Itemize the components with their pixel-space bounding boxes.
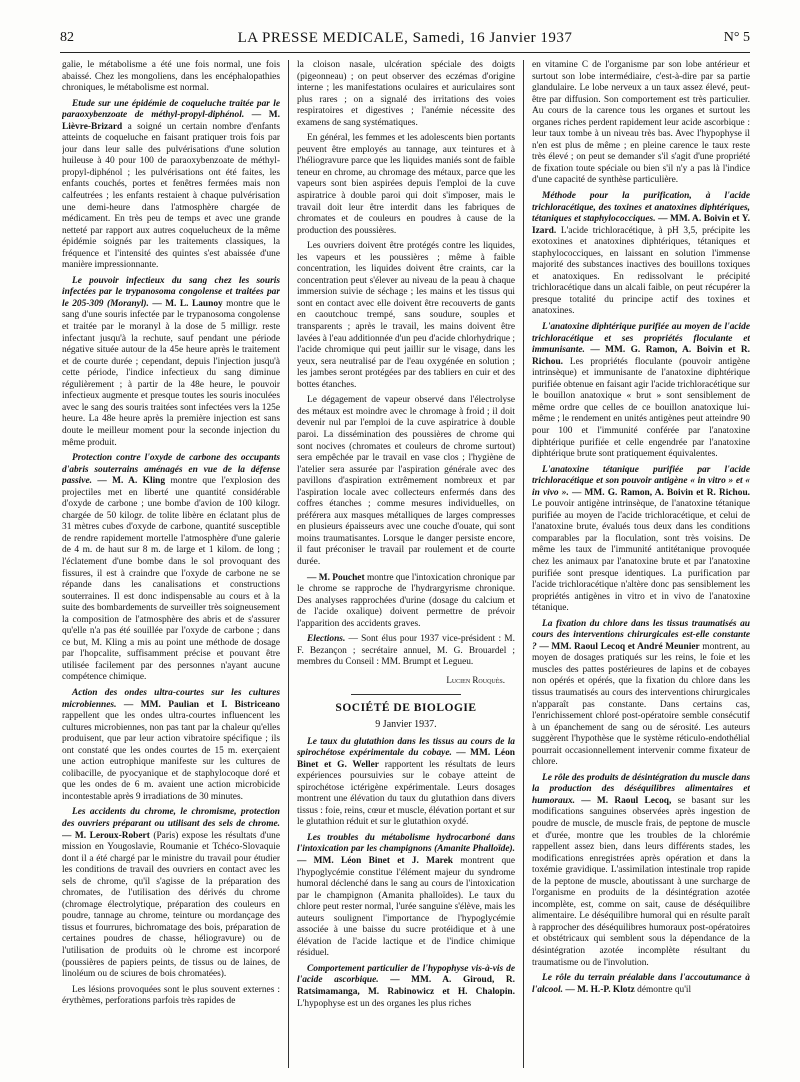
article-author: — M. Pouchet [307,572,365,583]
article-author: — M. A. Kling [91,476,166,487]
article-title: Protection contre l'oxyde de carbone des occupants d'abris souterrains aménagés en vue de la défense passive. [62,453,280,487]
article-accidents-chrome [62,807,280,980]
article-etude-coqueluche [62,99,280,272]
article-author: — M. Lièvre-Brizard [62,110,280,132]
article-pouvoir-infectieux [62,276,280,449]
article-title: Les troubles du métabolisme hydrocarboné dans l'intoxication par les champignons (Amanite Phalloïde). [297,832,515,855]
article-fixation-chlore [532,619,750,769]
article-anatoxine-diphterique [532,322,750,461]
article-author: — M. Leroux-Robert [62,830,150,841]
paragraph: Les lésions provoquées sont le plus souvent externes : érythèmes, perforations parfois très rapides de [62,984,280,1007]
article-text: Les propriétés floculante (pouvoir antigène intrinsèque) et immunisante de l'anatoxine diphtérique purifiée obtenue en faisant agir l'acide trichloracétique sur le bouillon anatoxique « brut » sont sensiblement de même ordre que celles de ce bouillon anatoxique lui-même ; le rendement en unités antigènes peut atteindre 90 pour 100 et l'immunité conférée par l'anatoxine diphtérique purifiée et celle engendrée par l'anatoxine diphtérique brute sont pratiquement équivalentes. [532,356,750,460]
article-text: a soigné un certain nombre d'enfants atteints de coqueluche en faisant pratiquer trois fois par jour dans leur salle des pulvérisations d'une solution huileuse à 40 pour 100 de paraoxybenzoate de méthyl-propyl-diphénol ; les pulvérisations ont été faites, les enfants couchés, portes et fenêtres fermées mais non calfeutrées ; les enfants restaient à chaque pulvérisation une demi-heure dans l'atmosphère chargée de médicament. En très peu de temps et avec une grande netteté par rapport aux autres coquelucheux de la même épidémie soignés par les traitements classiques, la fréquence et l'intensité des quintes s'est abaissée d'une manière impressionnante. [62,121,280,271]
page-number: 82 [60,30,74,45]
article-accoutumance-alcool [532,973,750,996]
article-text: L'hypophyse est un des organes les plus riches [297,998,472,1009]
article-title: Action des ondes ultra-courtes sur les cultures microbiennes. [62,687,280,710]
article-title: L'anatoxine tétanique purifiée par l'acide trichloracétique et son pouvoir antigène « in vitro » et « in vivo ». [532,464,750,498]
elections-paragraph [297,634,515,669]
paragraph: Les ouvriers doivent être protégés contre les liquides, les vapeurs et les poussières ; même à faible concentration, les liquides doivent être craints, car la concentration peut s'élever au niveau de la peau à chaque immersion suivie de séchage ; les mains et les tissus qui sont en contact avec elle doivent être recouverts de gants en caoutchouc trempé, sans soudure, souples et transparents ; après le travail, les mains doivent être lavées à l'eau additionnée d'un peu d'acide chlorhydrique ; l'acide chromique qui peut jaillir sur le visage, dans les yeux, sera neutralisé par de l'eau oxygénée en solution ; les jambes seront protégées par des tabliers en cuir et des bottes étanches. [297,241,515,390]
elections-title: Elections. [307,634,346,645]
section-separator [351,694,461,695]
article-text: rapportent les résultats de leurs expériences poursuivies sur le cobaye atteint de spirochétose ictérigène expérimentale. Leurs dosages montrent une élévation du taux du glutathion dans divers tissus : foie, reins, cœur et muscle, élévation portant et sur le glutathion réduit et sur le glutathion oxydé. [297,759,515,828]
paragraph: En général, les femmes et les adolescents bien portants peuvent être employés au tannage, aux teintures et à l'héliogravure parce que les liquides maniés sont de faible teneur en chrome, au chromage des métaux, parce que les vapeurs sont bien aspirées depuis l'emploi de la cuve aspiratrice à double paroi qui doit s'imposer, mais le travail doit leur être interdit dans les fabriques de chromates et de couleurs en poudres à cause de la production des poussières. [297,133,515,236]
article-hypophyse [297,964,515,1010]
article-text: Le pouvoir antigène intrinsèque, de l'anatoxine tétanique purifiée au moyen de l'acide trichloracétique, et celui de l'anatoxine brute, évalués tous deux dans les conditions comparables par la floculation, sont très voisins. De même les taux de l'immunité antitétanique provoquée chez les animaux par l'anatoxine brute et par l'anatoxine purifiée sont presque identiques. La purification par l'acide trichloracétique n'altère donc pas sensiblement les propriétés antigènes in vitro et in vivo de l'anatoxine tétanique. [532,499,750,614]
column-divider [288,60,289,1068]
article-title: Etude sur une épidémie de coqueluche traitée par le paraoxybenzoate de méthyl-propyl-diphénol. [62,98,280,121]
article-purification [532,191,750,318]
article-author: — MM. Paulian et I. Bistriceano [116,699,280,710]
article-title: Le taux du glutathion dans les tissus au cours de la spirochétose expérimentale du cobaye. [297,736,515,759]
article-author: — MM. A. Boivin et Y. Izard. [532,214,750,236]
article-author: — MM. Léon Binet et G. Weller [297,748,515,770]
article-text: rappellent que les ondes ultra-courtes influencent les cultures microbiennes, non pas tant par la chaleur qu'elles produisent, que par leur action vibratoire spécifique ; ils ont constaté que les ondes courtes de 15 m. exerçaient une action eutrophique manifeste sur les cultures de colibacille, de pyocyanique et de staphylocoque doré et que les ondes de 6 m. avaient une action microbicide incontestable après 9 irradiations de 30 minutes. [62,711,280,802]
article-author: — MM. A. Giroud, R. Ratsimamanga, M. Rabinowicz et H. Chalopin. [297,975,515,998]
section-title: SOCIÉTÉ DE BIOLOGIE [335,702,477,715]
article-title: L'anatoxine diphtérique purifiée au moyen de l'acide trichloracétique et ses propriétés floculante et immunisante. [532,322,750,356]
paragraph: galie, le métabolisme a été une fois normal, une fois abaissé. Chez les mongoliens, dans les encéphalopathies chroniques, le métabolisme est normal. [62,60,280,94]
article-anatoxine-tetanique [532,465,750,615]
paragraph: en vitamine C de l'organisme par son lobe antérieur et surtout son lobe intermédiaire, c'est-à-dire par sa partie glandulaire. Le lobe nerveux a un taux assez élevé, peut-être par diffusion. Son comportement est très particulier. Au cours de la carence tous les organes et surtout les organes riches perdent rapidement leur acide ascorbique : leur taux tombe à un niveau très bas. Avec l'hypophyse il n'en est plus de même ; en pleine carence le taux reste très élevé ; on peut se demander s'il s'agit d'une propriété de fixation toute spéciale ou bien s'il n'y a pas là l'indice d'une capacité de synthèse particulière. [532,60,750,186]
article-text: montrent, au moyen de dosages pratiqués sur les reins, le foie et les muscles des pattes postérieures de lapins et de cobayes non opérés et opérés, que la fixation du chlore dans les tissus traumatisés au cours des interventions chirurgicales n'apparaît pas constante. Dans certains cas, l'enrichissement chloré post-opératoire semble consécutif à un épanchement de sang ou de sérosité. Les auteurs suggèrent l'hypothèse que le système réticulo-endothélial pourrait occasionnellement intervenir comme fixateur de chlore. [532,641,750,768]
article-author: — MM. Raoul Lecoq et André Meunier [536,641,700,652]
column-3 [532,60,750,1068]
article-author: — M. H.-P. Klotz [563,984,635,995]
column-1 [62,60,280,1068]
article-author: — M. Raoul Lecoq, [575,795,672,806]
column-2 [297,60,515,1068]
article-glutathion [297,737,515,829]
article-text: montre que le sang d'une souris infectée par le trypanosoma congolense et traitée par le moranyl à la dose de 5 milligr. reste infectant jusqu'à la rechute, sauf pendant une période négative située autour de la 45e heure après le traitement et de courte durée ; cependant, depuis l'injection jusqu'à cette période, l'indice infectieux du sang diminue régulièrement ; à partir de la 48e heure, le pouvoir infectieux augmente et presque toutes les souris inoculées avec le sang des souris traitées sont infectées vers la 125e heure. La 48e heure après la première injection est sans doute le meilleur moment pour la seconde injection du même produit. [62,298,280,448]
article-ondes-ultra-courtes [62,688,280,803]
article-title: Le rôle des produits de désintégration du muscle dans la production des déséquilibres alimentaires et humoraux. [532,772,750,806]
article-text: (Paris) expose les résultats d'une mission en Yougoslavie, Roumanie et Tchéco-Slovaquie dont il a été chargé par le ministre du travail pour étudier les conditions de travail des ouvriers en contact avec les sels de chrome, qu'il s'agisse de la préparation des chromates, de l'utilisation des dérivés du chrome (chromage électrolytique, préparation des couleurs en poudre, tannage au chrome, teinture ou mordançage des tissus et fourrures, bichromatage des bois, préparation de certaines poudres de chasse, héliogravure) ou de l'utilisation de produits où le chrome est incorporé (poussières de papiers peints, de tissus ou de laines, de linoléum ou de sciures de bois chromatées). [62,830,280,980]
article-text: se basant sur les modifications sanguines observées après ingestion de poudre de muscle, de muscle frais, de peptone de muscle et d'urée, montre que les troubles de la chlorémie rappellent assez bien, dans leurs différents stades, les modifications enregistrées après opération et dans la toxémie gravidique. L'assimilation intestinale trop rapide de la peptone de muscle, aboutissant à une surcharge de l'organisme en produits de la désintégration azotée incomplète, est, comme on sait, cause de déséquilibre alimentaire. Le déséquilibre humoral qui en résulte paraît à rapprocher des déséquilibres humoraux post-opératoires et obstétricaux qui semblent sous la dépendance de la désintégration azotée incomplète résultant du traumatisme ou de l'involution. [532,795,750,968]
article-text: montrent que l'hypoglycémie constitue l'élément majeur du syndrome humoral déclenché dans le sang au cours de l'intoxication par le champignon (Amanita phalloïdes). Le taux du chlore peut rester normal, l'urée sanguine s'élève, mais les auteurs soulignent l'importance de l'hypoglycémie associée à une baisse du sucre protéidique et à une élévation de l'acide lactique et de l'indice chimique résiduel. [297,856,515,959]
article-title: Méthode pour la purification, à l'acide trichloracétique, des toxines et anatoxines diphtériques, tétaniques et staphylococciques. [532,191,750,225]
article-title: Les accidents du chrome, le chromisme, protection des ouvriers préparant ou utilisant des sels de chrome. [62,807,280,829]
issue-number: N° 5 [723,30,750,45]
article-author: — MM. G. Ramon, A. Boivin et R. Richou. [568,487,750,498]
article-title: Le rôle du terrain préalable dans l'accoutumance à l'alcool. [532,973,750,995]
article-title: Comportement particulier de l'hypophyse vis-à-vis de l'acide ascorbique. [297,963,515,986]
newspaper-title: LA PRESSE MEDICALE, Samedi, 16 Janvier 1937 [237,30,573,46]
paragraph: Le dégagement de vapeur observé dans l'électrolyse des métaux est moindre avec le chromage à froid ; il doit devenir nul par l'emploi de la cuve aspiratrice à double paroi. La dissémination des poussières de chrome qui sont nocives (chromates et couleurs de chrome surtout) sera empêchée par le travail en vase clos ; l'hygiène de l'atelier sera assurée par l'aspiration générale avec des pavillons d'aspiration extrêmement nombreux et par l'aspiration locale avec collecteurs enfermés dans des coffres étanches ; comme mesures individuelles, on préférera aux masques métalliques de larges compresses en plusieurs épaisseurs avec une couche d'ouate, qui sont moins traumatisantes. Lorsque le danger persiste encore, il faut préconiser le travail par roulement et de courte durée. [297,395,515,567]
article-title: Le pouvoir infectieux du sang chez les souris infectées par le trypanosoma congolense et traitées par le 205-309 (Moranyl). [62,275,280,309]
article-author: — MM. Léon Binet et J. Marek [297,856,454,866]
section-date: 9 Janvier 1937. [375,718,437,730]
column-divider [523,60,524,1068]
article-text: montre que l'explosion des projectiles met en liberté une quantité considérable d'oxyde de carbone ; une bombe d'avion de 100 kilogr. chargée de 50 kilogr. de tolite libère en éclatant plus de 31 mètres cubes d'oxyde de carbone, quantité susceptible de rendre rapidement mortelle l'atmosphère d'une galerie de 4 m. de haut sur 8 m. de large et 1 kilom. de long ; l'éclatement d'une bombe dans le sol provoquant des fissures, il est à craindre que l'oxyde de carbone ne se répande dans les canalisations et constructions souterraines. Il est donc indispensable au cours et à la suite des bombardements de surveiller très soigneusement la composition de l'atmosphère des abris et de s'assurer qu'elle n'a pas été souillée par l'oxyde de carbone ; dans ce but, M. Kling a mis au point une méthode de dosage par l'hopcalite, suffisamment précise et pouvant être utilisée facilement par des personnes n'ayant aucune compétence chimique. [62,476,280,683]
article-author: — M. L. Launoy [148,298,223,309]
article-metabolisme-hydrocarbone [297,833,515,960]
article-title: La fixation du chlore dans les tissus traumatisés au cours des interventions chirurgicales est-elle constante ? [532,618,750,652]
page-header [60,30,750,53]
article-text: L'acide trichloracétique, à pH 3,5, précipite les exotoxines et anatoxines diphtériques, tétaniques et staphylococciques, en laissant en solution l'immense majorité des substances inactives des bouillons toxiques et anatoxiques. En redissolvant le précipité trichloracétique dans un alcali faible, on peut récupérer la presque totalité du principe actif des toxines et anatoxines. [532,225,750,317]
article-author: — MM. G. Ramon, A. Boivin et R. Richou. [532,345,750,367]
article-oxyde-carbone [62,453,280,684]
paragraph: la cloison nasale, ulcération spéciale des doigts (pigeonneau) ; on peut observer des eczémas d'origine interne ; les manifestations oculaires et auriculaires sont plus rares ; on a signalé des irritations des voies respiratoires et digestives ; l'anémie nécessite des examens de sang systématiques. [297,60,515,128]
author-signature: Lucien Rouquès. [446,674,505,685]
elections-text: — Sont élus pour 1937 vice-président : M. F. Bezançon ; secrétaire annuel, M. G. Brouardel ; membres du Conseil : MM. Brumpt et Legueu. [297,634,515,668]
article-text: montre que l'intoxication chronique par le chrome se rapproche de l'hydrargyrisme chronique. Des analyses rapprochées d'urine (dosage du calcium et de l'acide oxalique) doivent permettre de prévoir l'apparition des accidents graves. [297,572,515,629]
article-desintegration-muscle [532,773,750,969]
article-text: démontre qu'il [634,984,692,995]
paragraph [297,573,515,631]
